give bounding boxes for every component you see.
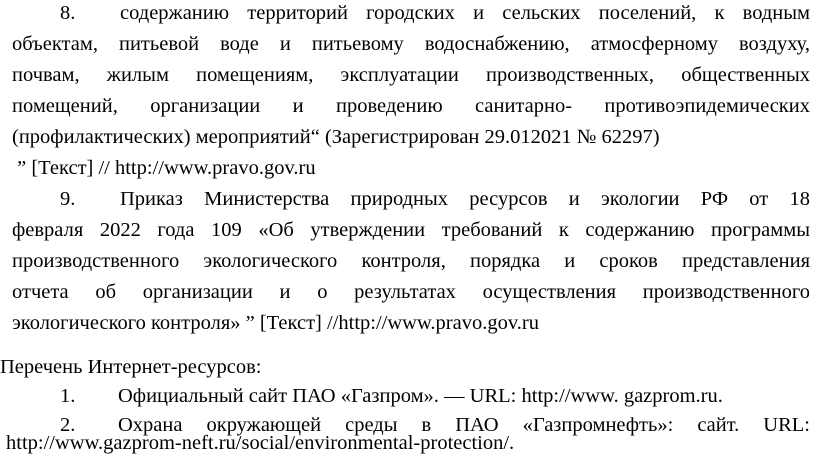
item-9-number: 9.: [60, 188, 76, 210]
item-8-text-1: содержанию территорий городских и сельских поселений, к водным: [120, 2, 810, 24]
item-8-line-3: почвам, жилым помещениям, эксплуатации производственных, общественных: [12, 64, 810, 86]
item-9-line-1: [12, 186, 810, 213]
item-8-line-1: [12, 0, 810, 27]
item-8-line-2: объектам, питьевой воде и питьевому водоснабжению, атмосферному воздуху,: [12, 33, 810, 55]
resource-1-number: 1.: [60, 385, 76, 407]
resource-1-line-1: [60, 383, 810, 410]
item-9-line-5: экологического контроля» ” [Текст] //http://www.pravo.gov.ru: [12, 312, 539, 334]
resource-2-line-2: http://www.gazprom-neft.ru/social/environmental-protection/.: [6, 432, 515, 454]
item-8-number: 8.: [60, 2, 76, 24]
resource-1-text: Официальный сайт ПАО «Газпром». — URL: http://www. gazprom.ru.: [118, 385, 723, 407]
resources-heading: Перечень Интернет-ресурсов:: [0, 356, 262, 378]
item-8-line-4: помещений, организации и проведению санитарно- противоэпидемических: [12, 95, 810, 117]
item-9-text-1: Приказ Министерства природных ресурсов и экологии РФ от 18: [120, 188, 810, 210]
item-9-line-2: февраля 2022 года 109 «Об утверждении требований к содержанию программы: [12, 219, 810, 241]
item-8-line-6: ” [Текст] // http://www.pravo.gov.ru: [12, 157, 316, 179]
resource-2-number: 2.: [60, 414, 76, 436]
item-9-line-3: производственного экологического контроля, порядка и сроков представления: [12, 250, 810, 272]
item-9-line-4: отчета об организации и о результатах осуществления производственного: [12, 281, 810, 303]
resource-2-text-1: Охрана окружающей среды в ПАО «Газпромнефть»: сайт. URL:: [118, 414, 810, 436]
item-8-line-5: (профилактических) мероприятий“ (Зарегистрирован 29.012021 № 62297): [12, 126, 660, 148]
